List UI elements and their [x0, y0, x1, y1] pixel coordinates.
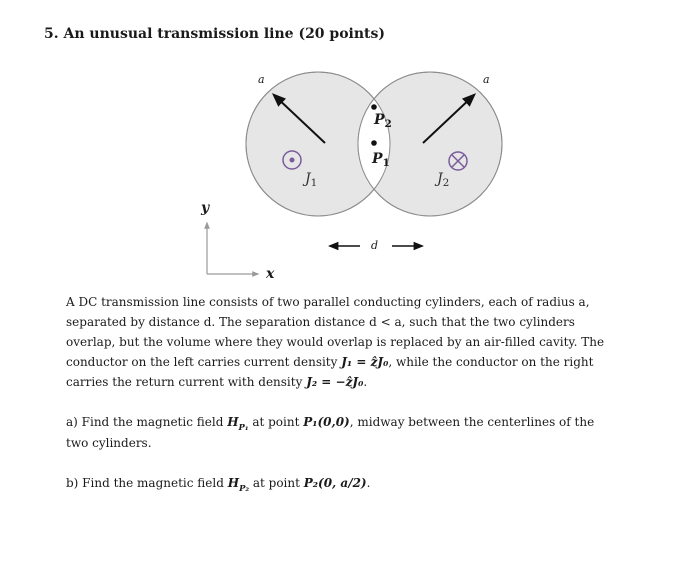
current-density-j1-label: $J_1$ — [305, 171, 318, 190]
radius-label-left: a — [258, 73, 265, 86]
y-axis-label: y — [201, 200, 210, 216]
description-line: conductor on the left carries current density J₁ = ẑJ₀, while the conductor on the right — [66, 355, 594, 369]
description-line: carries the return current with density J₂ = −ẑJ₀. — [66, 375, 368, 389]
description-line: A DC transmission line consists of two parallel conducting cylinders, each of radius a, — [66, 295, 590, 309]
transmission-line-figure — [0, 0, 686, 290]
description-line: overlap, but the volume where they would overlap is replaced by an air-filled cavity. The — [66, 335, 605, 349]
figure-svg — [0, 0, 686, 290]
x-axis-label: x — [266, 266, 275, 282]
point-p1-label: $P_1$ — [372, 151, 390, 170]
part-b-question: b) Find the magnetic field $H_{P_2}$ at point P₂(0, a/2). — [66, 476, 371, 493]
point-p1-dot — [371, 140, 377, 146]
description-line: separated by distance d. The separation distance d < a, such that the two cylinders — [66, 315, 575, 329]
radius-label-right: a — [483, 73, 490, 86]
point-p2-dot — [371, 104, 377, 110]
problem-title: 5. An unusual transmission line (20 points) — [44, 26, 386, 42]
point-p2-label: $P_2$ — [374, 112, 392, 131]
problem-description — [66, 292, 604, 392]
part-a-question: a) Find the magnetic field $H_{P_1}$ at point P₁(0,0), midway between the centerlines of the two cylinders. — [66, 415, 595, 450]
current-density-j2-label: $J_2$ — [437, 171, 450, 190]
separation-label: d — [371, 239, 379, 252]
